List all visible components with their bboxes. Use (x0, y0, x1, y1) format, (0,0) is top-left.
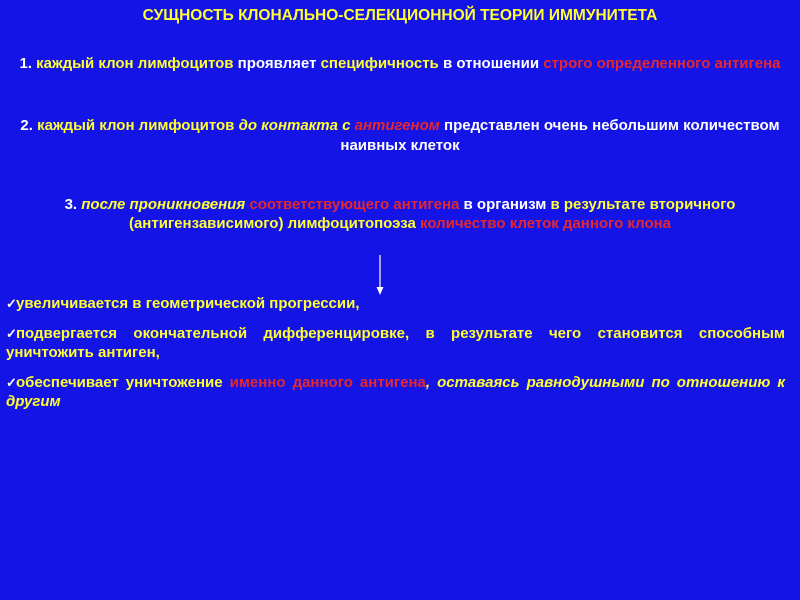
consequence-text-end: , оставаясь равнодушными по отношению к другим (6, 374, 785, 410)
point-1-number: 1. (19, 55, 37, 72)
point-1-specificity: специфичность (320, 55, 439, 72)
consequence-text: увеличивается в геометрической прогрессии, (16, 295, 360, 312)
point-1-connector: в отношении (438, 55, 544, 72)
point-2-condition: до контакта с (234, 117, 355, 134)
consequence-text: подвергается окончательной дифференцировке, в результате чего становится способным уничтожить антиген, (6, 325, 785, 361)
slide-title: СУЩНОСТЬ КЛОНАЛЬНО-СЕЛЕКЦИОННОЙ ТЕОРИИ ИММУНИТЕТА (142, 7, 658, 24)
check-icon: ✓ (6, 375, 17, 390)
point-3-antigen: соответствующего антигена (249, 196, 460, 213)
down-arrow-icon (374, 254, 386, 296)
point-3-lymphopoiesis: в результате вторичного (антигензависимого) лимфоцитопоэза (128, 196, 736, 232)
point-2 (6, 116, 794, 156)
point-1-subject: каждый клон лимфоцитов (36, 55, 234, 72)
point-2-antigen: антигеном (354, 117, 440, 134)
consequence-item (6, 324, 785, 362)
check-icon: ✓ (6, 326, 17, 341)
consequence-item (6, 373, 785, 411)
consequence-antigen: именно данного антигена (229, 374, 426, 391)
point-2-subject: каждый клон лимфоцитов (37, 117, 235, 134)
check-icon: ✓ (6, 296, 17, 311)
point-2-rest: представлен очень небольшим количеством наивных клеток (340, 117, 780, 154)
point-3-condition: после проникновения (81, 196, 250, 213)
consequence-text: обеспечивает уничтожение (16, 374, 230, 391)
point-3 (6, 195, 794, 233)
point-1-antigen: строго определенного антигена (543, 55, 781, 72)
point-3-organism: в организм (459, 196, 551, 213)
consequence-item (6, 294, 785, 313)
point-3-number: 3. (64, 196, 82, 213)
point-1 (6, 54, 794, 74)
point-2-number: 2. (20, 117, 38, 134)
point-3-cell-count: количество клеток данного клона (415, 215, 672, 232)
point-1-verb: проявляет (233, 55, 321, 72)
